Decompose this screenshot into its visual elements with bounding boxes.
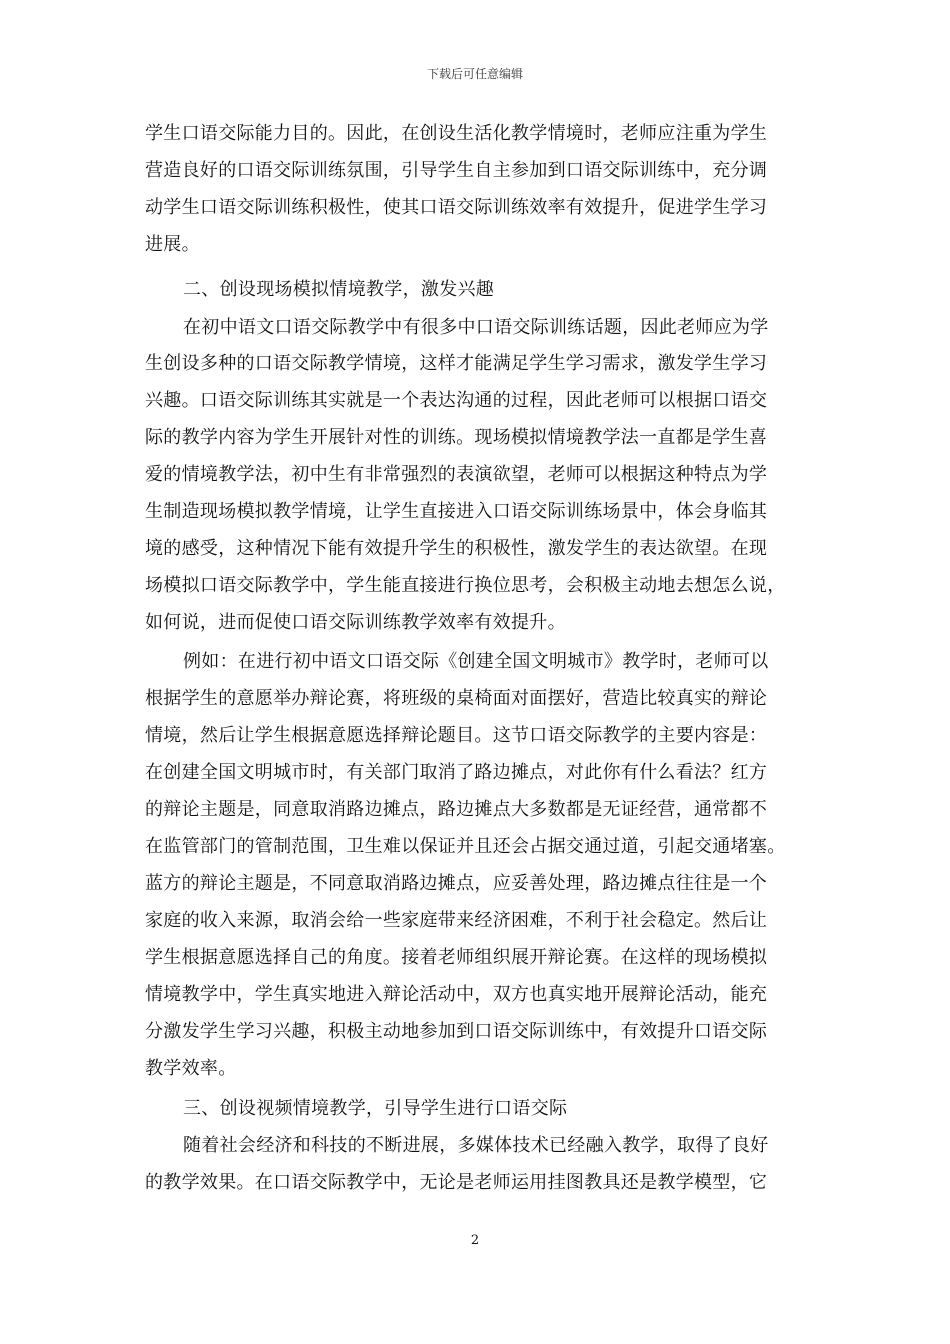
text-line: 学生根据意愿选择自己的角度。接着老师组织展开辩论赛。在这样的现场模拟	[145, 947, 768, 968]
text-line: 的辩论主题是，同意取消路边摊点，路边摊点大多数都是无证经营，通常都不	[145, 799, 768, 820]
text-line: 在初中语文口语交际教学中有很多中口语交际训练话题，因此老师应为学	[183, 317, 769, 338]
text-line: 生制造现场模拟教学情境，让学生直接进入口语交际训练场景中，体会身临其	[145, 501, 768, 522]
text-line: 的教学效果。在口语交际教学中，无论是老师运用挂图教具还是教学模型，它	[145, 1172, 768, 1193]
text-line: 兴趣。口语交际训练其实就是一个表达沟通的过程，因此老师可以根据口语交	[145, 390, 768, 411]
page-header: 下载后可任意编辑	[426, 67, 523, 81]
text-line: 如何说，进而促使口语交际训练教学效率有效提升。	[145, 612, 566, 633]
text-line: 例如：在进行初中语文口语交际《创建全国文明城市》教学时，老师可以	[183, 651, 769, 672]
text-line: 分激发学生学习兴趣，积极主动地参加到口语交际训练中，有效提升口语交际	[145, 1021, 768, 1042]
text-line: 境的感受，这种情况下能有效提升学生的积极性，激发学生的表达欲望。在现	[145, 538, 768, 559]
text-line: 情境教学中，学生真实地进入辩论活动中，双方也真实地开展辩论活动，能充	[145, 984, 768, 1005]
text-line: 际的教学内容为学生开展针对性的训练。现场模拟情境教学法一直都是学生喜	[145, 427, 768, 448]
text-line: 家庭的收入来源，取消会给一些家庭带来经济困难，不利于社会稳定。然后让	[145, 910, 768, 931]
section-heading: 三、创设视频情境教学，引导学生进行口语交际	[183, 1098, 568, 1119]
text-line: 学生口语交际能力目的。因此，在创设生活化教学情境时，老师应注重为学生	[145, 123, 768, 144]
text-line: 爱的情境教学法，初中生有非常强烈的表演欲望，老师可以根据这种特点为学	[145, 464, 768, 485]
text-line: 蓝方的辩论主题是，不同意取消路边摊点，应妥善处理，路边摊点往往是一个	[145, 873, 768, 894]
text-line: 动学生口语交际训练积极性，使其口语交际训练效率有效提升，促进学生学习	[145, 197, 768, 218]
text-line: 情境，然后让学生根据意愿选择辩论题目。这节口语交际教学的主要内容是：	[145, 725, 768, 746]
section-heading: 二、创设现场模拟情境教学，激发兴趣	[183, 279, 495, 300]
text-line: 随着社会经济和科技的不断进展，多媒体技术已经融入教学，取得了良好	[183, 1135, 769, 1156]
text-line: 教学效率。	[145, 1058, 237, 1079]
text-line: 进展。	[145, 234, 200, 255]
text-line: 生创设多种的口语交际教学情境，这样才能满足学生学习需求，激发学生学习	[145, 353, 768, 374]
text-line: 根据学生的意愿举办辩论赛，将班级的桌椅面对面摆好，营造比较真实的辩论	[145, 688, 768, 709]
page-number: 2	[470, 1233, 480, 1248]
text-line: 在创建全国文明城市时，有关部门取消了路边摊点，对此你有什么看法？红方	[145, 762, 768, 783]
text-line: 场模拟口语交际教学中，学生能直接进行换位思考，会积极主动地去想怎么说，	[145, 575, 786, 596]
text-line: 营造良好的口语交际训练氛围，引导学生自主参加到口语交际训练中，充分调	[145, 160, 768, 181]
text-line: 在监管部门的管制范围，卫生难以保证并且还会占据交通过道，引起交通堵塞。	[145, 836, 786, 857]
